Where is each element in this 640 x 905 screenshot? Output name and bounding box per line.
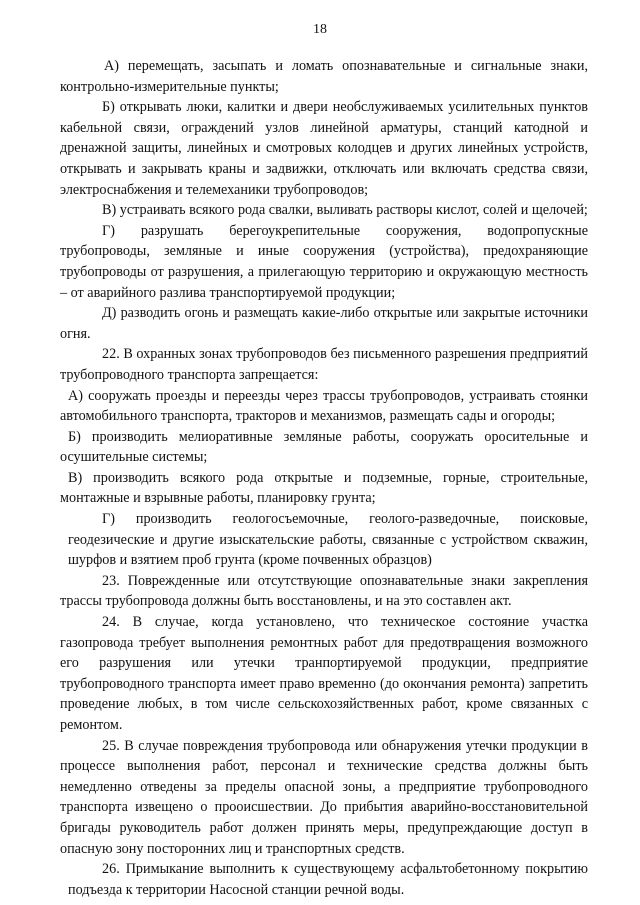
paragraph-a-driveways: А) сооружать проезды и переезды через трассы трубопроводов, устраивать стоянки автомобильного транспорта, тракторов и механизмов, размещать сады и огороды; [60,387,588,425]
paragraph-a-move-signs: А) перемещать, засыпать и ломать опознавательные и сигнальные знаки, контрольно-измерительные пункты; [60,58,588,95]
paragraph-d-fire: Д) разводить огонь и размещать какие-либо открытые или закрытые источники огня. [60,305,588,342]
paragraph-b-melioration: Б) производить мелиоративные земляные работы, сооружать оросительные и осушительные системы; [60,428,588,466]
page-number: 18 [313,22,327,37]
paragraph-v-dumps: В) устраивать всякого рода свалки, выливать растворы кислот, солей и щелочей; [102,202,588,219]
paragraph-26: 26. Примыкание выполнить к существующему асфальтобетонному покрытию подъезда к территории Насосной станции речной воды. [68,861,588,898]
paragraph-22: 22. В охранных зонах трубопроводов без письменного разрешения предприятий трубопроводного транспорта запрещается: [60,346,588,383]
paragraph-24: 24. В случае, когда установлено, что техническое состояние участка газопровода требует выполнения ремонтных работ для предотвращения возможного его разрушения или утечки транпортируемой продукции, предприятие трубопроводного транспорта имеет право временно (до окончания ремонта) запретить проведение любых, в том числе сельскохозяйственных работ, кроме связанных с ремонтом. [60,614,588,733]
paragraph-23: 23. Поврежденные или отсутствующие опознавательные знаки закрепления трассы трубопровода должны быть восстановлены, и на это составлен акт. [60,572,588,610]
paragraph-g-survey: Г) производить геологосъемочные, геолого-разведочные, поисковые, геодезические и другие изыскательские работы, связанные с устройством скважин, шурфов и взятием проб грунта (кроме почвенных образцов) [68,511,588,569]
paragraph-v-earthworks: В) производить всякого рода открытые и подземные, горные, строительные, монтажные и взрывные работы, планировку грунта; [60,469,588,507]
paragraph-25: 25. В случае повреждения трубопровода или обнаружения утечки продукции в процессе выполнения работ, персонал и технические средства должны быть немедленно отведены за пределы опасной зоны, а предприятие трубопроводного транспорта извещено о прооисшествии. До прибытия аварийно-восстановительной бригады руководитель работ должен принять меры, предупреждающие доступ в опасную зону посторонних лиц и транспортных средств. [60,737,588,857]
paragraph-g-destroy-structures: Г) разрушать берегоукрепительные сооружения, водопропускные трубопроводы, земляные и иные сооружения (устройства), предохраняющие трубопроводы от разрушения, а прилегающую территорию и окружающую местность – от аварийного разлива транспортируемой продукции; [60,222,588,301]
paragraph-b-open-hatches: Б) открывать люки, калитки и двери необслуживаемых усилительных пунктов кабельной связи, ограждений узлов линейной арматуры, станций катодной и дренажной защиты, линейных и смотровых колодцев и других линейных устройств, открывать и закрывать краны и задвижки, отключать или включать средства связи, электроснабжения и телемеханики трубопроводов; [60,99,588,198]
document-body [60,56,588,900]
